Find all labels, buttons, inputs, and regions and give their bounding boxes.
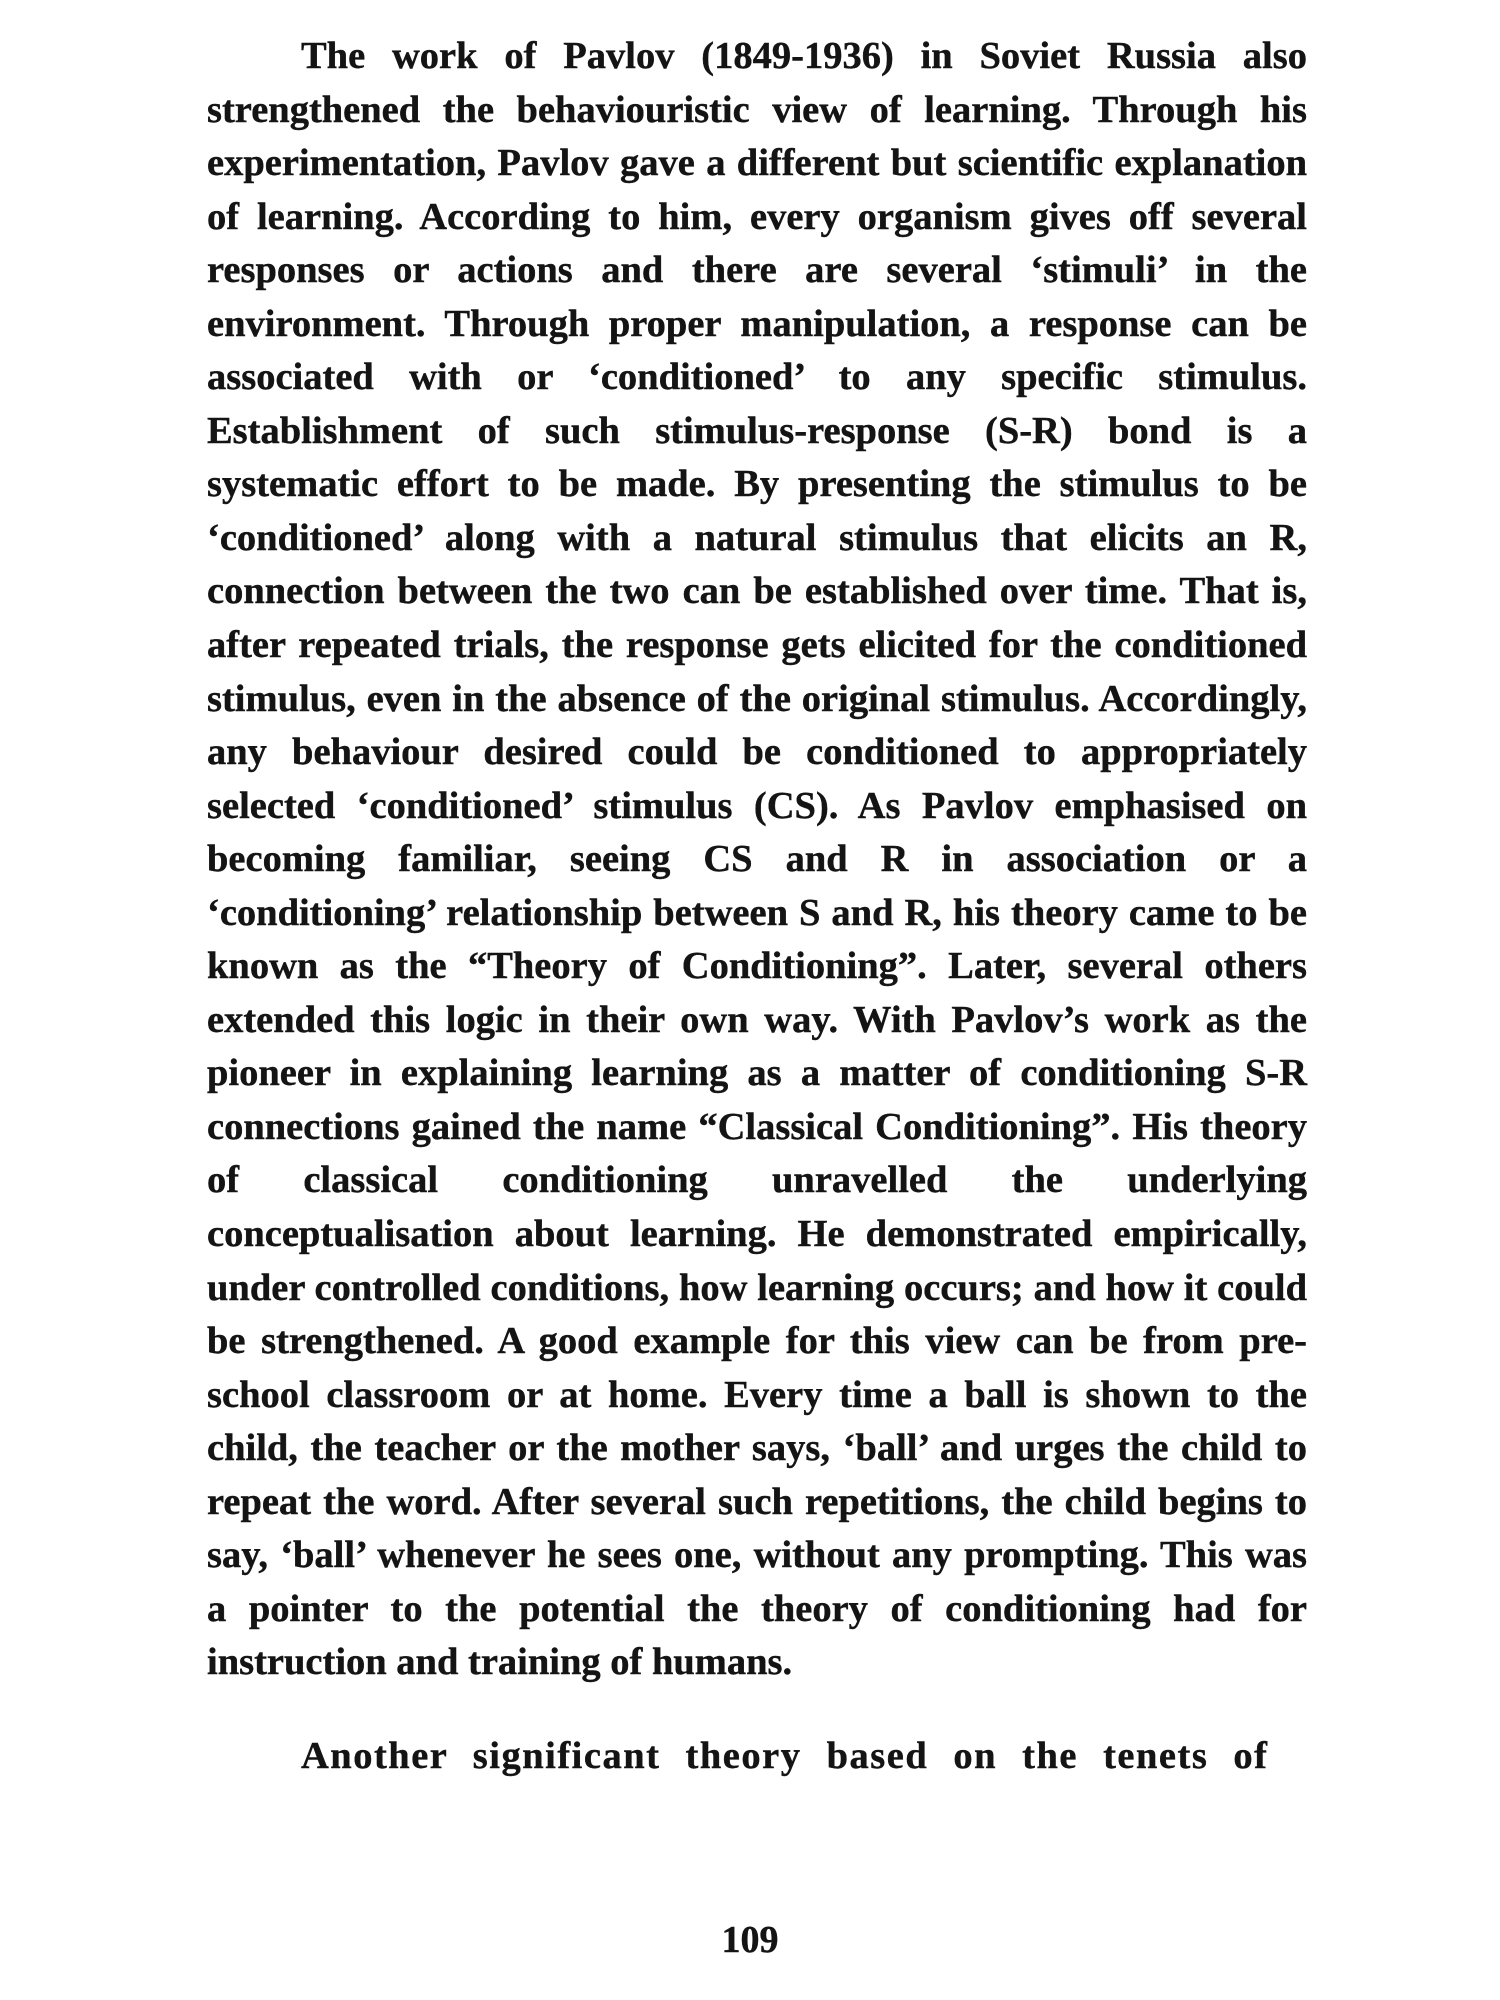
body-text: [207, 30, 1307, 1784]
paragraph-pavlov-conditioning: The work of Pavlov (1849-1936) in Soviet Russia also strengthened the behaviouristic view of learning. Through his experimentation, Pavlov gave a different but scientific explanation of learning. According to him, every organism gives off several responses or actions and there are several ‘stimuli’ in the environment. Through proper manipulation, a response can be associated with or ‘conditioned’ to any specific stimulus. Establishment of such stimulus-response (S-R) bond is a systematic effort to be made. By presenting the stimulus to be ‘conditioned’ along with a natural stimulus that elicits an R, connection between the two can be established over time. That is, after repeated trials, the response gets elicited for the conditioned stimulus, even in the absence of the original stimulus. Accordingly, any behaviour desired could be conditioned to appropriately selected ‘conditioned’ stimulus (CS). As Pavlov emphasised on becoming familiar, seeing CS and R in association or a ‘conditioning’ relationship between S and R, his theory came to be known as the “Theory of Conditioning”. Later, several others extended this logic in their own way. With Pavlov’s work as the pioneer in explaining learning as a matter of conditioning S-R connections gained the name “Classical Conditioning”. His theory of classical conditioning unravelled the underlying conceptualisation about learning. He demonstrated empirically, under controlled conditions, how learning occurs; and how it could be strengthened. A good example for this view can be from pre-school classroom or at home. Every time a ball is shown to the child, the teacher or the mother says, ‘ball’ and urges the child to repeat the word. After several such repetitions, the child begins to say, ‘ball’ whenever he sees one, without any prompting. This was a pointer to the potential the theory of conditioning had for instruction and training of humans.: [207, 35, 1307, 1684]
page-number: 109: [721, 1919, 779, 1961]
paragraph-another-theory: Another significant theory based on the tenets of: [301, 1734, 1269, 1777]
